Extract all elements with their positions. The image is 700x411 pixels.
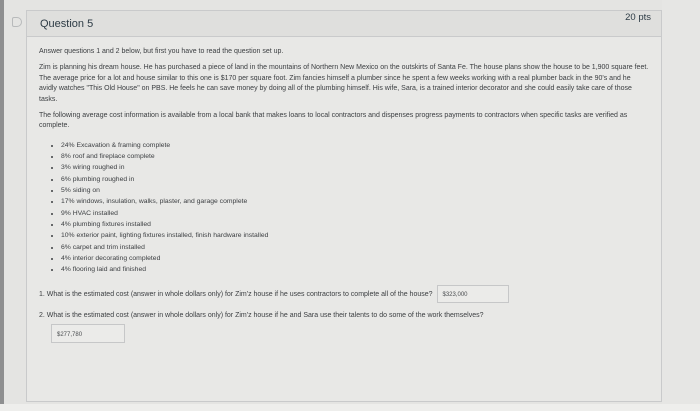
question-scenario: Zim is planning his dream house. He has purchased a piece of land in the mountains of Northern New Mexico on the outskirts of Santa Fe. The house plans show the house to be 1,900 square feet. The average price for a lot and house similar to this one is $170 per square foot. Zim fancies himself a plumber since he spent a few weeks working with a real plumber back in the 90's and he avidly watches "This Old House" on PBS. He feels he can save money by doing all of the plumbing himself. His wife, Sara, is a trained interior decorator and she could easily take care of those tasks. xyxy=(39,64,649,103)
cost-item: • 9% HVAC installed xyxy=(61,208,649,219)
cost-item: • 24% Excavation & framing complete xyxy=(61,140,649,151)
sub-question-2-text: 2. What is the estimated cost (answer in whole dollars only) for Zim'z house if he and Sara use their talents to do some of the work themselves? xyxy=(39,312,484,320)
sub-question-1-text: 1. What is the estimated cost (answer in whole dollars only) for Zim'z house if he uses contractors to complete all of the house? xyxy=(39,291,433,299)
question-card xyxy=(26,10,662,402)
cost-item: • 6% plumbing roughed in xyxy=(61,174,649,185)
cost-item: • 6% carpet and trim installed xyxy=(61,242,649,253)
question-header xyxy=(27,11,661,37)
cost-item: • 4% interior decorating completed xyxy=(61,253,649,264)
flag-question-icon[interactable] xyxy=(12,17,22,27)
answer-1-input[interactable]: $323,000 xyxy=(437,285,509,303)
answer-2-input[interactable]: $277,780 xyxy=(51,324,125,343)
page-margin xyxy=(662,0,700,411)
page-margin-bottom xyxy=(0,404,700,411)
cost-item: • 3% wiring roughed in xyxy=(61,162,649,173)
sub-question-1 xyxy=(39,285,649,303)
sub-question-2 xyxy=(39,311,649,343)
cost-item: • 8% roof and fireplace complete xyxy=(61,151,649,162)
question-body xyxy=(27,37,661,343)
left-edge-strip xyxy=(0,0,4,411)
cost-item: • 17% windows, insulation, walks, plaster, and garage complete xyxy=(61,196,649,207)
cost-item: • 4% flooring laid and finished xyxy=(61,264,649,275)
cost-item: • 5% siding on xyxy=(61,185,649,196)
cost-item: • 10% exterior paint, lighting fixtures installed, finish hardware installed xyxy=(61,230,649,241)
question-points: 20 pts xyxy=(625,12,651,23)
cost-item: • 4% plumbing fixtures installed xyxy=(61,219,649,230)
cost-list xyxy=(39,140,649,276)
cost-info-intro: The following average cost information is available from a local bank that makes loans to local contractors and dispenses progress payments to contractors when specific tasks are verified as complete. xyxy=(39,112,628,130)
question-title: Question 5 xyxy=(40,17,94,30)
question-intro: Answer questions 1 and 2 below, but first you have to read the question set up. xyxy=(39,48,284,55)
